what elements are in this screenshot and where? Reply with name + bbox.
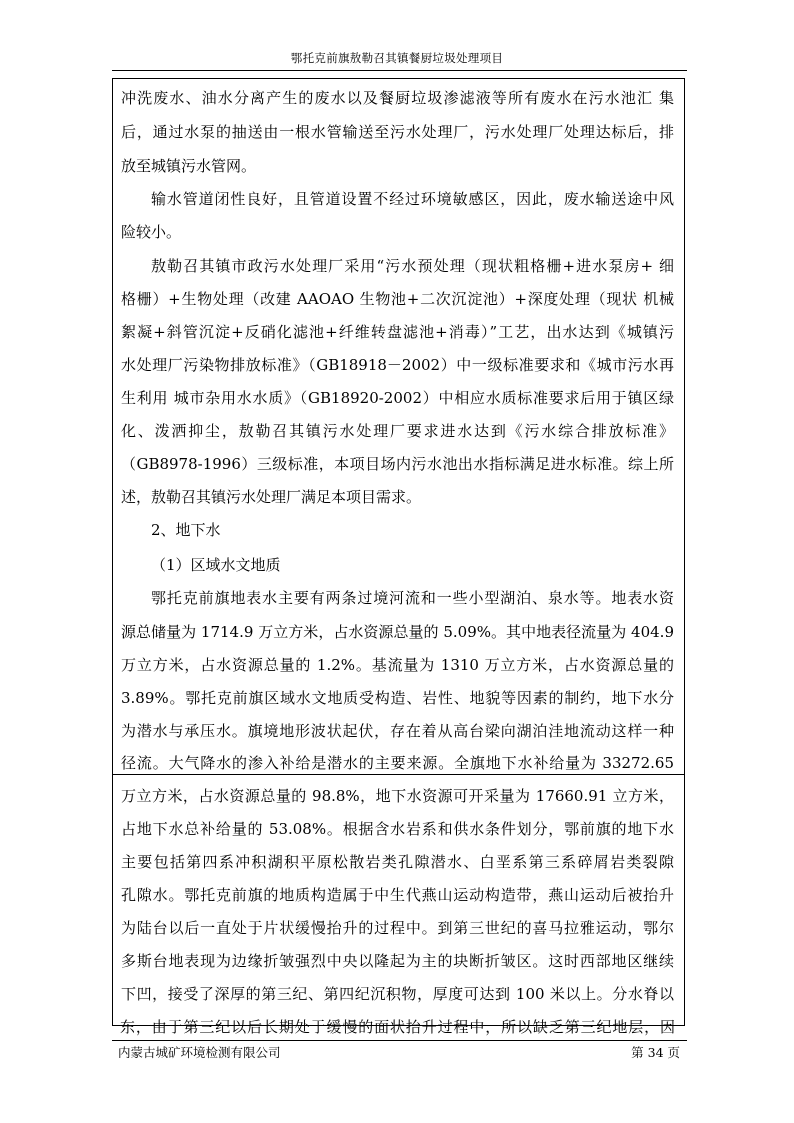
text-line: 万立方米，占水资源总量的 98.8%，地下水资源可开采量为 17660.91 立方米，: [121, 787, 674, 805]
footer-page-number: 第 34 页: [631, 1045, 680, 1060]
footer-company: 内蒙古城矿环境检测有限公司: [118, 1045, 281, 1060]
text-line: 鄂托克前旗地表水主要有两条过境河流和一些小型湖泊、泉水等。地表水资: [151, 589, 674, 607]
header-rule: [112, 70, 687, 71]
text-line: 冲洗废水、油水分离产生的废水以及餐厨垃圾渗滤液等所有废水在污水池汇 集: [121, 89, 674, 107]
text-line: （GB8978-1996）三级标准，本项目场内污水池出水指标满足进水标准。综上所: [121, 455, 674, 473]
text-line: 多斯台地表现为边缘折皱强烈中央以隆起为主的块断折皱区。这时西部地区继续: [121, 952, 674, 970]
text-line: 述，敖勒召其镇污水处理厂满足本项目需求。: [121, 488, 422, 506]
text-line: 险较小。: [121, 223, 182, 241]
text-line: 径流。大气降水的渗入补给是潜水的主要来源。全旗地下水补给量为 33272.65: [121, 754, 674, 772]
text-line: 下凹，接受了深厚的第三纪、第四纪沉积物，厚度可达到 100 米以上。分水脊以: [121, 985, 674, 1003]
text-line: 3.89%。鄂托克前旗区域水文地质受构造、岩性、地貌等因素的制约，地下水分: [121, 689, 674, 707]
text-line: 絮凝+斜管沉淀+反硝化滤池+纤维转盘滤池+消毒）”工艺，出水达到《城镇污: [121, 323, 674, 341]
text-line: 主要包括第四系冲积湖积平原松散岩类孔隙潜水、白垩系第三系碎屑岩类裂隙: [121, 853, 674, 871]
text-line: 占地下水总补给量的 53.08%。根据含水岩系和供水条件划分，鄂前旗的地下水: [121, 820, 674, 838]
text-line: 为陆台以后一直处于片状缓慢抬升的过程中。到第三世纪的喜马拉雅运动，鄂尔: [121, 919, 674, 937]
text-line: 水处理厂污染物排放标准》（GB18918－2002）中一级标准要求和《城市污水再: [121, 356, 674, 374]
text-line: 化、泼洒抑尘，敖勒召其镇污水处理厂要求进水达到《污水综合排放标准》: [121, 422, 674, 440]
text-line: 孔隙水。鄂托克前旗的地质构造属于中生代燕山运动构造带，燕山运动后被抬升: [121, 886, 674, 904]
text-line: 源总储量为 1714.9 万立方米，占水资源总量的 5.09%。其中地表径流量为 404.9: [121, 623, 674, 641]
text-line: 生利用 城市杂用水水质》（GB18920-2002）中相应水质标准要求后用于镇区绿: [121, 389, 674, 407]
text-line: 放至城镇污水管网。: [121, 157, 257, 175]
text-line: 敖勒召其镇市政污水处理厂采用“污水预处理（现状粗格栅+进水泵房+ 细: [151, 257, 674, 275]
section-heading: 2、地下水: [151, 521, 221, 539]
content-box: [112, 78, 685, 775]
text-line: 为潜水与承压水。旗境地形波状起伏，存在着从高台梁向湖泊洼地流动这样一种: [121, 722, 674, 740]
footer-rule: [112, 1040, 687, 1041]
subsection-heading: （1）区域水文地质: [151, 556, 281, 574]
running-header: 鄂托克前旗敖勒召其镇餐厨垃圾处理项目: [290, 51, 504, 65]
text-line: 万立方米，占水资源总量的 1.2%。基流量为 1310 万立方米，占水资源总量的: [121, 656, 674, 674]
text-line: 后，通过水泵的抽送由一根水管输送至污水处理厂，污水处理厂处理达标后，排: [121, 123, 674, 141]
text-line: 格栅）+生物处理（改建 AAOAO 生物池+二次沉淀池）+深度处理（现状 机械: [121, 290, 674, 308]
text-line: 东，由于第三纪以后长期处于缓慢的面状抬升过程中，所以缺乏第三纪地层，因: [120, 1018, 675, 1036]
text-line: 输水管道闭性良好，且管道设置不经过环境敏感区，因此，废水输送途中风: [151, 190, 674, 208]
